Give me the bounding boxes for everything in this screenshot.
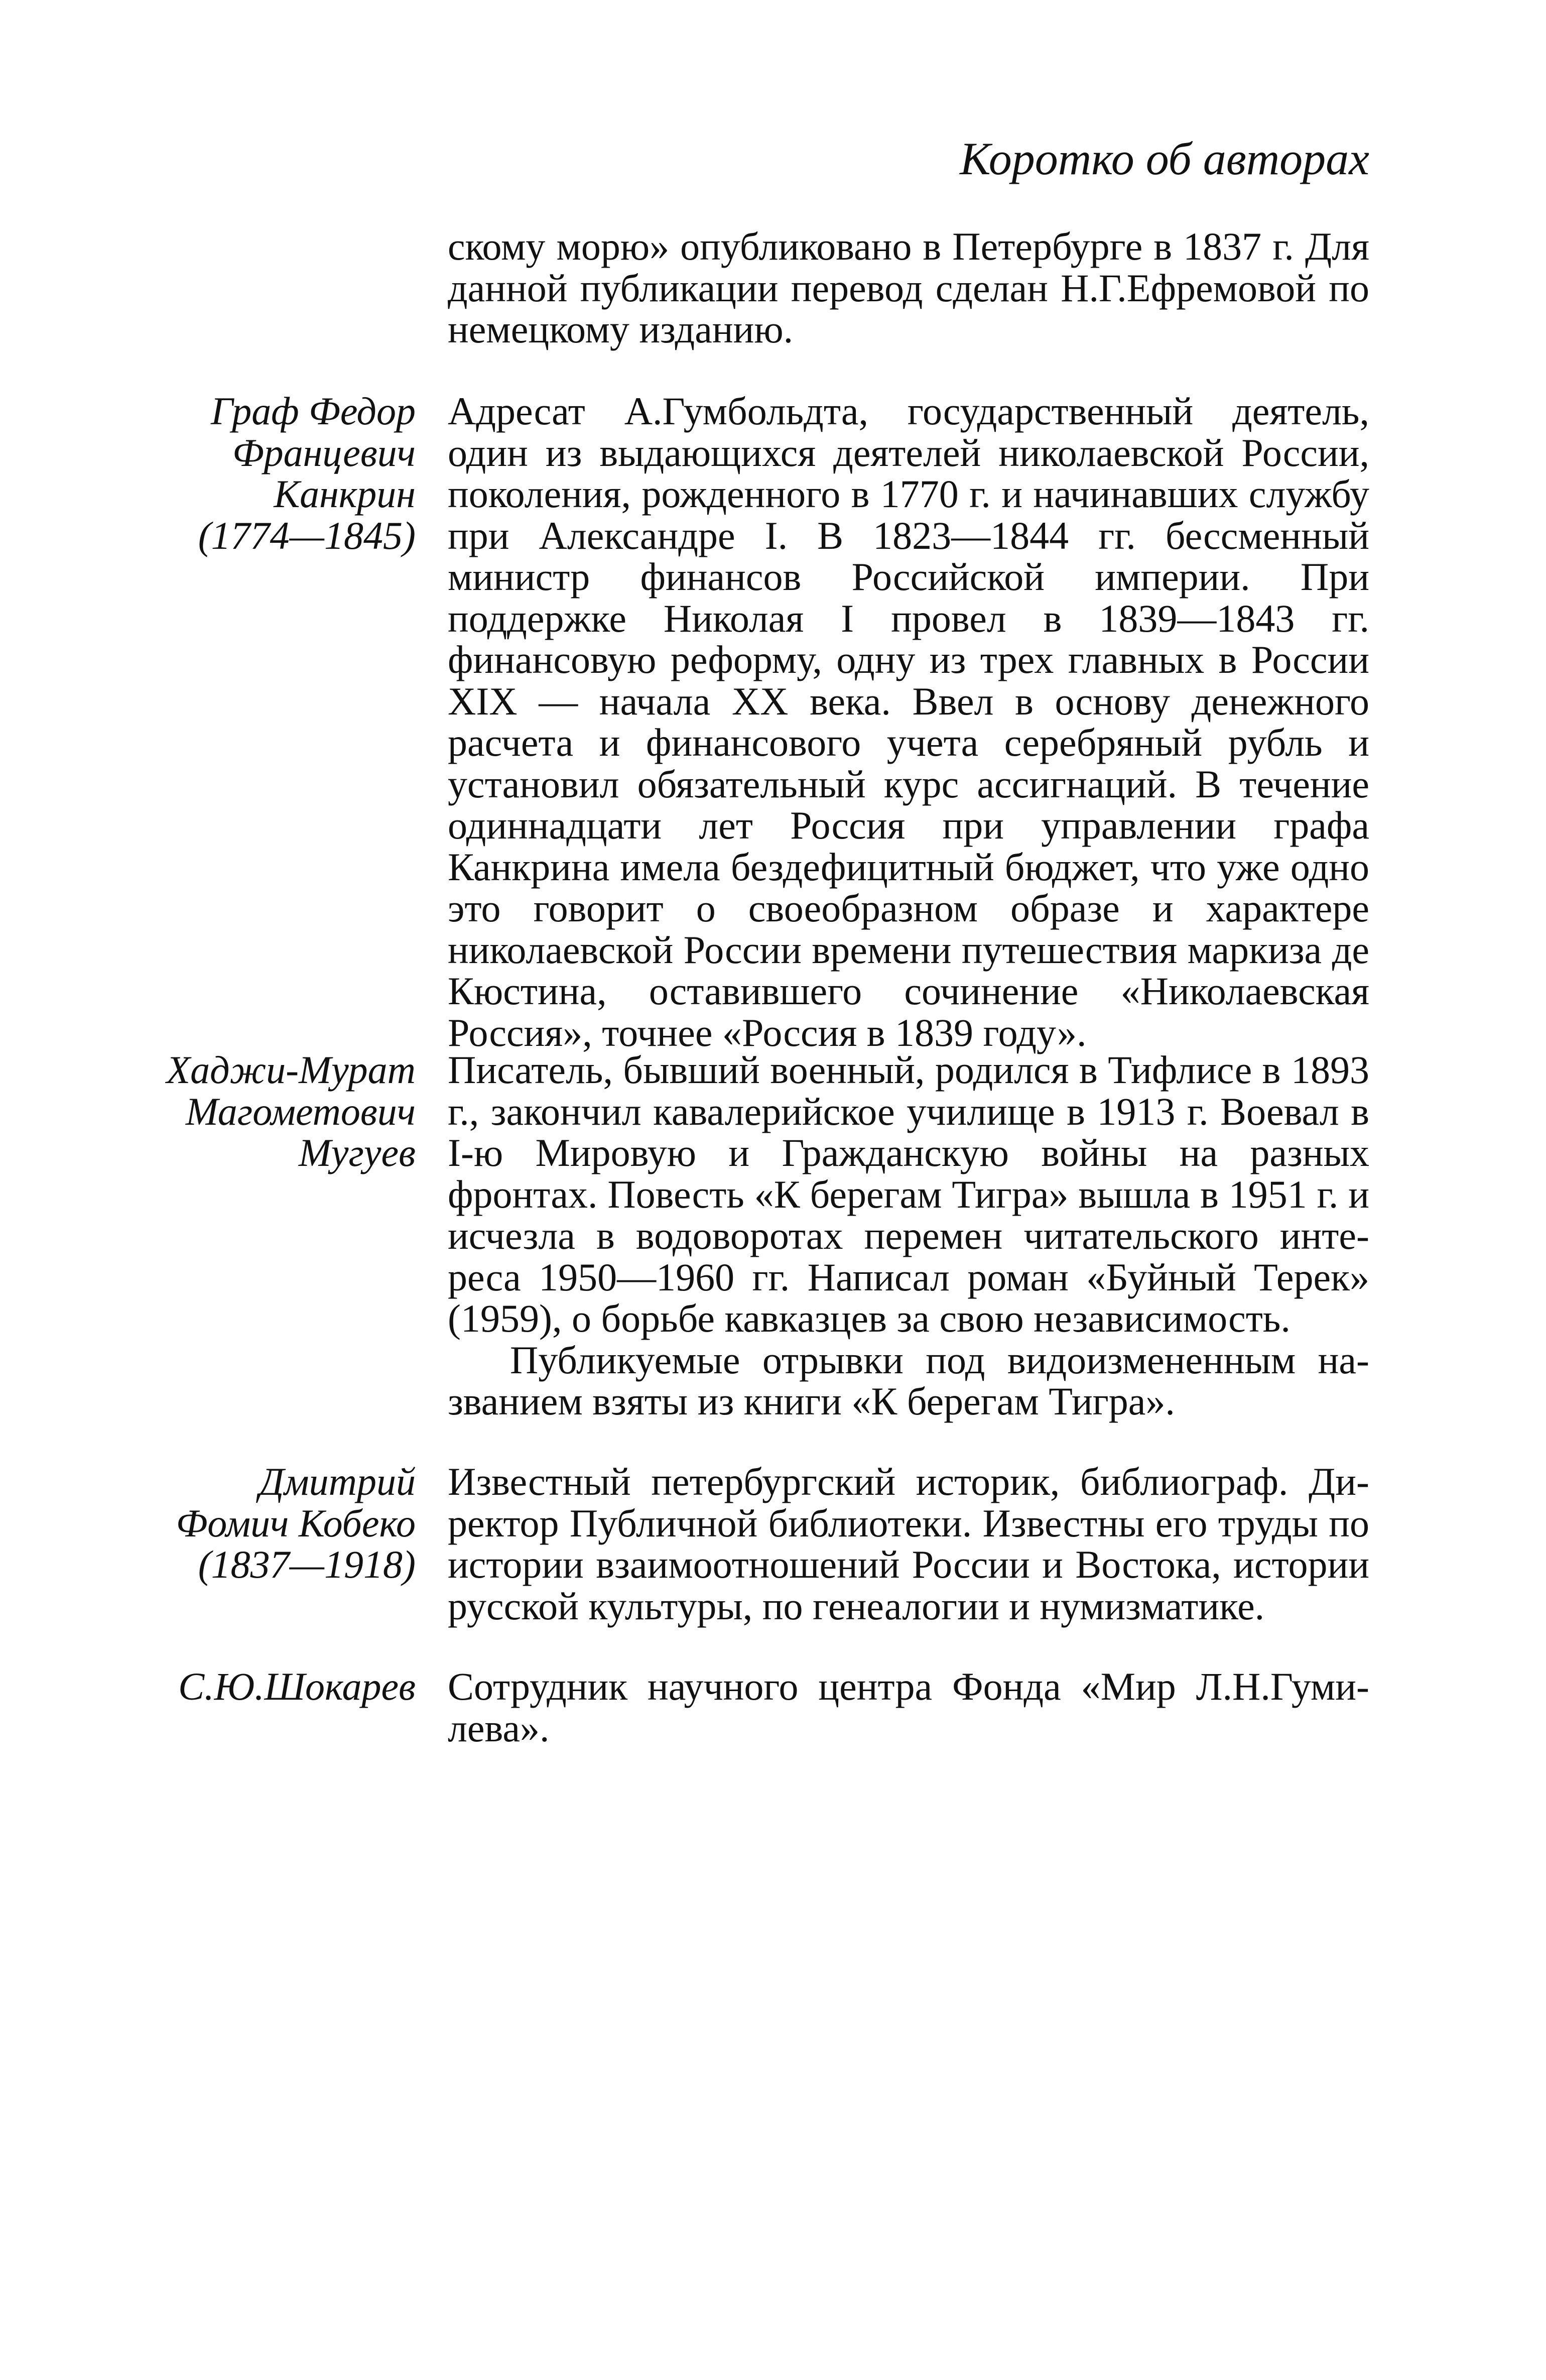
author-dates: (1837—1918): [198, 1542, 416, 1586]
author-bio-muguev: [448, 1049, 1369, 1422]
author-name-line: Магометович: [185, 1089, 416, 1133]
author-name-line: Граф Федор: [211, 389, 416, 433]
author-name-shokarev: [135, 1666, 416, 1708]
running-header: Коротко об авторах: [960, 133, 1369, 184]
author-name-kobeko: [135, 1461, 416, 1586]
author-name-line: Дмитрий: [259, 1460, 416, 1503]
author-name-line: С.Ю.Шокарев: [178, 1664, 416, 1708]
author-bio-shokarev: [448, 1666, 1369, 1749]
continuation-paragraph: скому морю» опубликовано в Петербурге в 1837 г. Для данной публикации перевод сделан Н.Г.Ефремовой по немецкому изданию.: [448, 224, 1369, 351]
author-name-line: Францевич: [232, 430, 416, 474]
author-bio-kankrin: [448, 391, 1369, 1053]
bio-paragraph: Публикуемые отрывки под видоизмененным названием взяты из книги «К берегам Тигра».: [448, 1338, 1369, 1423]
continuation-text: [448, 226, 1369, 350]
author-name-kankrin: [135, 391, 416, 556]
bio-paragraph: Известный петербургский историк, библиограф. Директор Публичной библиотеки. Известны его труды по истории взаимоотношений России и Востока, истории русской культуры, по генеалогии и нумизматике.: [448, 1460, 1369, 1628]
author-name-line: Хаджи-Мурат: [166, 1048, 416, 1092]
author-bio-kobeko: [448, 1461, 1369, 1627]
bio-paragraph: Писатель, бывший военный, родился в Тифлисе в 1893 г., закончил кавалерийское училище в 1913 г. Воевал в I-ю Мировую и Гражданскую войны на разных фронтах. Повесть «К берегам Тигра» вышла в 1951 г. и исчезла в водоворотах перемен читательского интереса 1950—1960 гг. Написал роман «Буйный Терек» (1959), о борьбе кавказцев за свою независимость.: [448, 1048, 1369, 1340]
author-name-line: Фомич Кобеко: [176, 1501, 416, 1545]
author-name-line: Канкрин: [274, 472, 416, 516]
bio-paragraph: Адресат А.Гумбольдта, государственный деятель, один из выдающихся деятелей николаевской России, поколения, рожденного в 1770 г. и начинавших службу при Александре I. В 1823—1844 гг. бессменный министр финансов Российской империи. При поддержке Николая I провел в 1839—1843 гг. финансовую реформу, одну из трех главных в России XIX — начала XX века. Ввел в основу денежного расчета и финансового учета серебряный рубль и установил обязательный курс ассигнаций. В течение одиннадцати лет Россия при управлении графа Канкрина имела бездефицитный бюджет, что уже одно это говорит о своеобразном образе и характере николаевской России времени путешествия маркиза де Кюстина, оставившего сочинение «Николаевская Россия», точнее «Россия в 1839 году».: [448, 389, 1369, 1054]
author-dates: (1774—1845): [198, 513, 416, 557]
author-name-muguev: [135, 1049, 416, 1174]
author-name-line: Мугуев: [298, 1131, 416, 1174]
bio-paragraph: Сотрудник научного центра Фонда «Мир Л.Н.Гумилева».: [448, 1664, 1369, 1750]
